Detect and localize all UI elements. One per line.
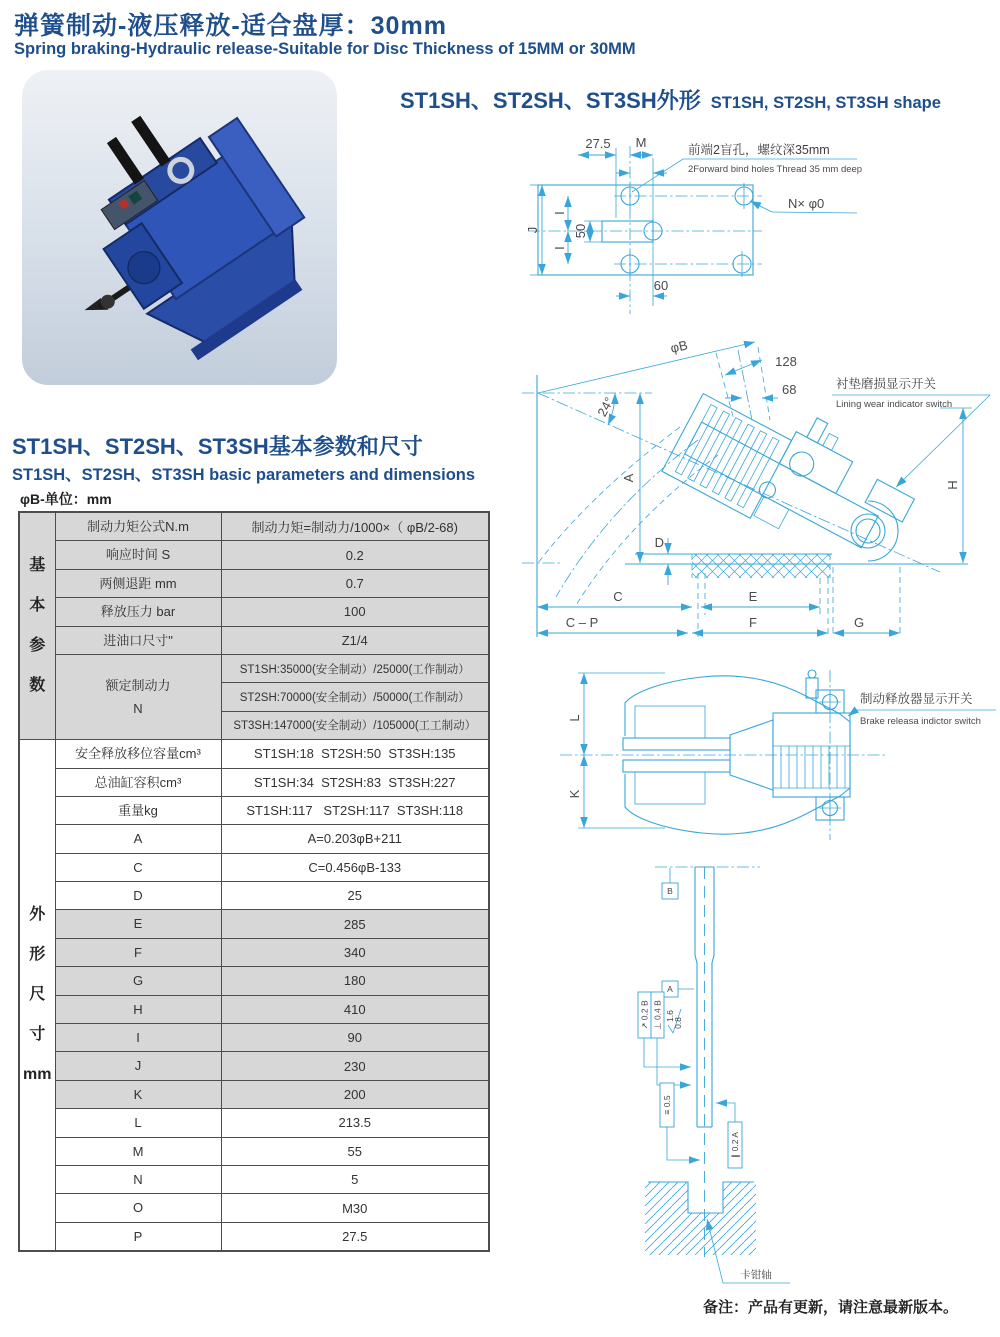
params-table [18, 511, 490, 1252]
shape-heading-cn: ST1SH、ST2SH、ST3SH外形 [400, 88, 701, 113]
params-table-body [19, 512, 489, 1251]
shape-section-heading [400, 84, 941, 115]
param-label: P [55, 1222, 221, 1251]
param-value: A=0.203φB+211 [221, 825, 489, 853]
param-value: Z1/4 [221, 626, 489, 654]
group-label: 基 本 参 数 [19, 512, 55, 740]
param-value: 340 [221, 938, 489, 966]
roughness-1: 1.6 [665, 1010, 675, 1022]
table-row [19, 967, 489, 995]
param-value: ST1SH:35000(安全制动）/25000(工作制动） [221, 654, 489, 682]
table-row [19, 569, 489, 597]
table-row [19, 1194, 489, 1222]
dim-f: F [749, 615, 757, 630]
param-value: 制动力矩=制动力/1000×（ φB/2-68) [221, 512, 489, 541]
dim-g: G [853, 615, 865, 630]
unit-note: φB-单位：mm [20, 491, 112, 507]
param-label: 重量kg [55, 796, 221, 824]
table-row [19, 654, 489, 682]
shape-heading-en: ST1SH, ST2SH, ST3SH shape [710, 94, 941, 112]
param-label: E [55, 910, 221, 938]
dim-60: 60 [653, 278, 669, 293]
table-row [19, 995, 489, 1023]
params-heading-en: ST1SH、ST2SH、ST3SH basic parameters and dimensions [12, 466, 476, 484]
param-value: 100 [221, 598, 489, 626]
dim-a: A [621, 473, 636, 483]
plate-holes [621, 183, 753, 277]
table-row [19, 1165, 489, 1193]
dim-k: K [567, 789, 582, 799]
param-value: 230 [221, 1052, 489, 1080]
param-value: 0.7 [221, 569, 489, 597]
param-label: L [55, 1109, 221, 1137]
param-value: 180 [221, 967, 489, 995]
param-label: 响应时间 S [55, 541, 221, 569]
page-subtitle: Spring braking-Hydraulic release-Suitable for Disc Thickness of 15MM or 30MM [14, 40, 636, 58]
caliper-body [662, 365, 927, 582]
param-label: 制动力矩公式N.m [55, 512, 221, 541]
blind-holes-callout-cn: 前端2盲孔，螺纹深35mm [688, 143, 830, 157]
blind-holes-callout-en: 2Forward bind holes Thread 35 mm deep [688, 164, 863, 175]
table-row [19, 825, 489, 853]
table-row [19, 796, 489, 824]
table-row [19, 1137, 489, 1165]
param-label: F [55, 938, 221, 966]
param-value: ST1SH:117 ST2SH:117 ST3SH:118 [221, 796, 489, 824]
param-label: 额定制动力 N [55, 654, 221, 739]
roughness-2: 0.8 [673, 1017, 683, 1029]
param-value: 5 [221, 1165, 489, 1193]
param-value: 55 [221, 1137, 489, 1165]
param-label: A [55, 825, 221, 853]
dim-128: 128 [775, 354, 797, 369]
param-label: I [55, 1024, 221, 1052]
param-label: H [55, 995, 221, 1023]
param-label: 进油口尺寸" [55, 626, 221, 654]
lining-wear-switch-label-cn: 衬垫磨损显示开关 [836, 377, 937, 391]
param-label: 两侧退距 mm [55, 569, 221, 597]
param-value: 25 [221, 882, 489, 910]
dim-d: D [654, 535, 664, 550]
table-row [19, 1080, 489, 1108]
dim-phi-b: φB [668, 337, 690, 356]
brake-release-switch-label-en: Brake releasa indictor switch [860, 716, 981, 727]
page-title: 弹簧制动-液压释放-适合盘厚：30mm [14, 12, 447, 40]
dim-l: L [567, 714, 582, 722]
plate-drawing [520, 128, 1000, 328]
table-row [19, 910, 489, 938]
table-row [19, 1024, 489, 1052]
param-label: N [55, 1165, 221, 1193]
table-row [19, 882, 489, 910]
param-value: ST3SH:147000(安全制动）/105000(工工制动） [221, 711, 489, 739]
table-row [19, 1109, 489, 1137]
caliper-axis-label: 卡钳轴 [740, 1269, 772, 1281]
lining-wear-switch-label-en: Lining wear indicator switch [836, 399, 953, 410]
symmetry-tolerance: ≡ 0.5 [662, 1095, 672, 1115]
param-value: ST2SH:70000(安全制动）/50000(工作制动） [221, 683, 489, 711]
product-photo [22, 70, 337, 385]
param-value: 213.5 [221, 1109, 489, 1137]
dim-50: 50 [573, 223, 588, 239]
table-row [19, 1222, 489, 1251]
param-value: M30 [221, 1194, 489, 1222]
datum-a-label: A [667, 984, 673, 994]
table-row [19, 626, 489, 654]
param-label: 总油缸容积cm³ [55, 768, 221, 796]
side-drawing [520, 335, 1000, 667]
params-heading-cn: ST1SH、ST2SH、ST3SH基本参数和尺寸 [12, 434, 423, 459]
param-label: 释放压力 bar [55, 598, 221, 626]
table-row [19, 541, 489, 569]
param-label: J [55, 1052, 221, 1080]
param-value: ST1SH:34 ST2SH:83 ST3SH:227 [221, 768, 489, 796]
group-label: 外 形 尺 寸 mm [19, 740, 55, 1252]
param-value: ST1SH:18 ST2SH:50 ST3SH:135 [221, 740, 489, 768]
param-value: 90 [221, 1024, 489, 1052]
param-value: 285 [221, 910, 489, 938]
table-row [19, 938, 489, 966]
param-label: 安全释放移位容量cm³ [55, 740, 221, 768]
param-label: M [55, 1137, 221, 1165]
product-photo-image [22, 70, 337, 385]
dim-e: E [748, 589, 758, 604]
dim-c-p: C – P [565, 615, 599, 630]
perpendicularity-tolerance: ⊥ 0.4 B [652, 1000, 663, 1030]
table-row [19, 1052, 489, 1080]
param-label: C [55, 853, 221, 881]
params-table-container [18, 511, 490, 1252]
runout-tolerance: ↗ 0.2 B [639, 1000, 650, 1030]
datum-b-label: B [667, 886, 673, 896]
dim-i-lower: I [552, 246, 567, 250]
param-value: 410 [221, 995, 489, 1023]
param-value: 27.5 [221, 1222, 489, 1251]
table-row [19, 598, 489, 626]
footer-note: 备注：产品有更新，请注意最新版本。 [703, 1299, 959, 1316]
dim-i-upper: I [552, 211, 567, 215]
dim-27-5: 27.5 [585, 136, 611, 151]
shaft-drawing [600, 855, 1000, 1300]
param-value: 200 [221, 1080, 489, 1108]
dim-c: C [613, 589, 623, 604]
table-row [19, 740, 489, 768]
param-label: O [55, 1194, 221, 1222]
dim-68: 68 [782, 382, 797, 397]
table-row [19, 768, 489, 796]
param-label: G [55, 967, 221, 995]
parallelism-tolerance: ∥ 0.2 A [730, 1132, 740, 1158]
dim-24deg: 24° [594, 394, 617, 419]
dim-h: H [945, 480, 960, 490]
topview-drawing [540, 658, 1000, 863]
table-row [19, 512, 489, 541]
n-holes-callout: N× φ0 [788, 196, 825, 211]
dim-j: J [525, 226, 540, 234]
dim-m: M [635, 135, 647, 150]
param-value: C=0.456φB-133 [221, 853, 489, 881]
brake-release-switch-label-cn: 制动释放器显示开关 [860, 692, 973, 706]
param-label: D [55, 882, 221, 910]
param-label: K [55, 1080, 221, 1108]
param-value: 0.2 [221, 541, 489, 569]
cylinder-fins [781, 746, 845, 788]
table-row [19, 853, 489, 881]
